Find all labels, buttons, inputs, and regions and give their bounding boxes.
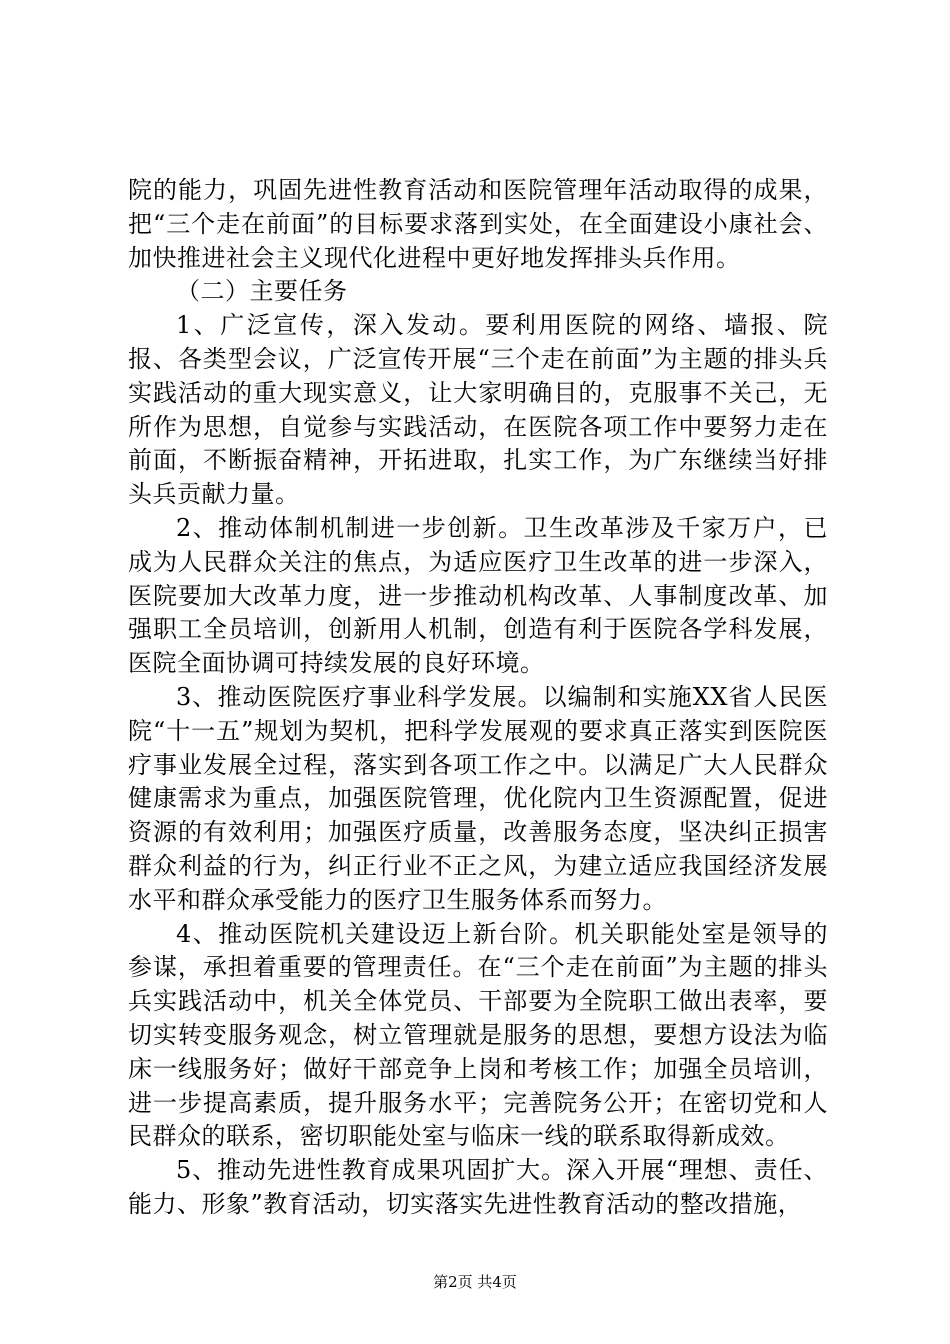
paragraph-task-2: 2、推动体制机制进一步创新。卫生改革涉及千家万户，已成为人民群众关注的焦点，为适应医疗卫生改革的进一步深入，医院要加大改革力度，进一步推动机构改革、人事制度改革、加强职工全员培训，创新用人机制，创造有利于医院各学科发展，医院全面协调可持续发展的良好环境。 [128, 513, 828, 678]
paragraph-task-5: 5、推动先进性教育成果巩固扩大。深入开展“理想、责任、能力、形象”教育活动，切实落实先进性教育活动的整改措施， [128, 1156, 828, 1218]
paragraph-task-1: 1、广泛宣传，深入发动。要利用医院的网络、墙报、院报、各类型会议，广泛宣传开展“三个走在前面”为主题的排头兵实践活动的重大现实意义，让大家明确目的，克服事不关己，无所作为思想，自觉参与实践活动，在医院各项工作中要努力走在前面，不断振奋精神，开拓进取，扎实工作，为广东继续当好排头兵贡献力量。 [128, 311, 828, 509]
document-body [128, 174, 828, 1222]
page-footer: 第2页 共4页 [433, 1273, 517, 1291]
paragraph-continuation: 院的能力，巩固先进性教育活动和医院管理年活动取得的成果，把“三个走在前面”的目标要求落到实处，在全面建设小康社会、加快推进社会主义现代化进程中更好地发挥排头兵作用。 [128, 176, 828, 272]
paragraph-task-4: 4、推动医院机关建设迈上新台阶。机关职能处室是领导的参谋，承担着重要的管理责任。在“三个走在前面”为主题的排头兵实践活动中，机关全体党员、干部要为全院职工做出表率，要切实转变服务观念，树立管理就是服务的思想，要想方设法为临床一线服务好；做好干部竞争上岗和考核工作；加强全员培训，进一步提高素质，提升服务水平；完善院务公开；在密切党和人民群众的联系，密切职能处室与临床一线的联系取得新成效。 [128, 919, 828, 1151]
section-heading-main-tasks: （二）主要任务 [176, 277, 348, 306]
paragraph-task-3: 3、推动医院医疗事业科学发展。以编制和实施XX省人民医院“十一五”规划为契机，把科学发展观的要求真正落实到医院医疗事业发展全过程，落实到各项工作之中。以满足广大人民群众健康需求为重点，加强医院管理，优化院内卫生资源配置，促进资源的有效利用；加强医疗质量，改善服务态度，坚决纠正损害群众利益的行为，纠正行业不正之风，为建立适应我国经济发展水平和群众承受能力的医疗卫生服务体系而努力。 [128, 682, 828, 914]
